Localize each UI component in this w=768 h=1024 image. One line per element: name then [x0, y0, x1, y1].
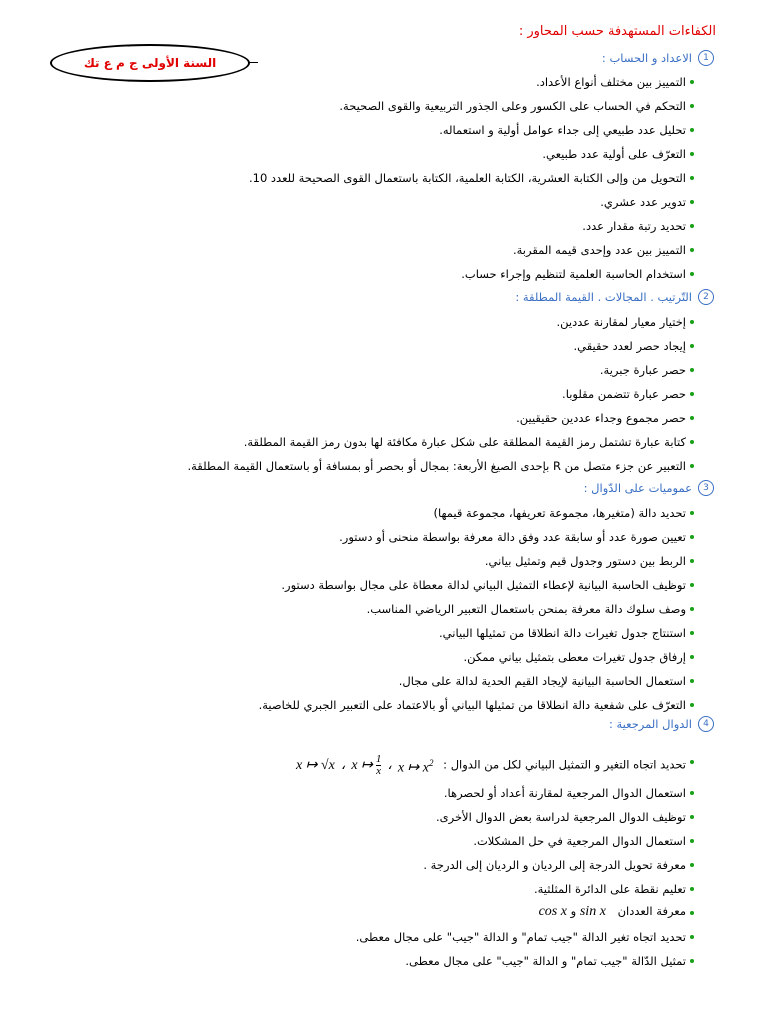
bullet-icon	[690, 464, 694, 468]
section-number-badge: 3	[698, 480, 714, 496]
reference-functions-formula	[296, 754, 434, 777]
bullet-icon	[690, 440, 694, 444]
level-badge-label: السنة الأولى ج م ع تك	[83, 56, 217, 70]
level-badge	[50, 44, 250, 82]
list-item: استخدام الحاسبة العلمية لتنظيم وإجراء حساب.	[461, 267, 686, 281]
list-item: تعيين صورة عدد أو سابقة عدد وفق دالة معرفة بواسطة منحنى أو دستور.	[339, 530, 686, 544]
function-square	[398, 756, 434, 776]
trig-formula	[580, 904, 606, 919]
list-item: توظيف الدوال المرجعية لدراسة بعض الدوال الأخرى.	[435, 810, 686, 824]
list-item: تحديد دالة (متغيرها، مجموعة تعريفها، مجموعة قيمها)	[433, 506, 686, 520]
section-title: الدوال المرجعية :	[608, 717, 692, 731]
list-item: استعمال الدوال المرجعية في حل المشكلات.	[473, 834, 686, 848]
section-number-badge: 4	[698, 716, 714, 732]
list-item: استعمال الحاسبة البيانية لإيجاد القيم الحدية لدالة على مجال.	[398, 674, 686, 688]
function-separator: ،	[340, 757, 346, 773]
section-title: عموميات على الدّوال :	[583, 481, 692, 495]
bullet-icon	[690, 176, 694, 180]
section-number-badge: 2	[698, 289, 714, 305]
bullet-icon	[690, 863, 694, 867]
trig-formula	[539, 904, 567, 919]
conjunction: و	[570, 904, 577, 918]
list-item: التمييز بين مختلف أنواع الأعداد.	[536, 75, 686, 89]
bullet-icon	[690, 679, 694, 683]
list-item: استنتاج جدول تغيرات دالة انطلاقا من تمثيلها البياني.	[439, 626, 686, 640]
bullet-icon	[690, 815, 694, 819]
bullet-icon	[690, 104, 694, 108]
function-sqrt: x ↦ √x	[295, 757, 335, 773]
bullet-icon	[690, 631, 694, 635]
list-item-text: تحديد اتجاه التغير و التمثيل البياني لكل من الدوال :	[443, 757, 686, 772]
bullet-icon	[690, 911, 694, 915]
list-item: تحليل عدد طبيعي إلى جداء عوامل أولية و استعماله.	[439, 123, 686, 137]
list-item: تحديد اتجاه تغير الدالة "جيب تمام" و الدالة "جيب" على مجال معطى.	[355, 930, 686, 944]
bullet-icon	[690, 607, 694, 611]
list-item: حصر عبارة تتضمن مقلوبا.	[562, 387, 686, 401]
bullet-icon	[690, 760, 694, 764]
bullet-icon	[690, 559, 694, 563]
list-item: تدوير عدد عشري.	[600, 195, 686, 209]
section-title: التّرتيب . المجالات . القيمة المطلقة :	[515, 290, 692, 304]
bullet-icon	[690, 392, 694, 396]
list-item: التعبير عن جزء متصل من R بإحدى الصيغ الأربعة: بمجال أو بحصر أو بمسافة أو باستعمال القيمة المطلقة.	[187, 459, 686, 473]
bullet-icon	[690, 535, 694, 539]
badge-connector	[248, 62, 258, 63]
list-item: كتابة عبارة تشتمل رمز القيمة المطلقة على شكل عبارة مكافئة لها بدون رمز القيمة المطلقة.	[243, 435, 686, 449]
list-item: التعرّف على أولية عدد طبيعي.	[542, 147, 686, 161]
cos-term: cos x	[538, 904, 567, 919]
bullet-icon	[690, 935, 694, 939]
list-item: التحويل من وإلى الكتابة العشرية، الكتابة العلمية، الكتابة باستعمال القوى الصحيحة للعدد 10.	[248, 171, 686, 185]
bullet-icon	[690, 703, 694, 707]
bullet-icon	[690, 791, 694, 795]
list-item: حصر مجموع وجداء عددين حقيقيين.	[516, 411, 686, 425]
bullet-icon	[690, 224, 694, 228]
list-item: إختيار معيار لمقارنة عددين.	[556, 315, 686, 329]
list-item: معرفة تحويل الدرجة إلى الرديان و الرديان إلى الدرجة .	[423, 858, 686, 872]
bullet-icon	[690, 655, 694, 659]
fraction	[376, 754, 382, 777]
list-item: تحديد رتبة مقدار عدد.	[582, 219, 686, 233]
list-item: حصر عبارة جبرية.	[599, 363, 686, 377]
sin-term: sin x	[579, 904, 606, 919]
bullet-icon	[690, 368, 694, 372]
section-1-heading	[602, 50, 714, 66]
bullet-icon	[690, 959, 694, 963]
function-inverse	[351, 754, 381, 777]
section-2-heading	[515, 289, 714, 305]
function-inverse-prefix: x ↦	[351, 757, 373, 773]
bullet-icon	[690, 839, 694, 843]
section-number-badge: 1	[698, 50, 714, 66]
list-item	[296, 754, 686, 777]
section-4-heading	[609, 716, 714, 732]
bullet-icon	[690, 511, 694, 515]
page-title: الكفاءات المستهدفة حسب المحاور :	[518, 24, 716, 39]
list-item: إرفاق جدول تغيرات معطى بتمثيل بياني ممكن.	[463, 650, 686, 664]
bullet-icon	[690, 887, 694, 891]
list-item: التحكم في الحساب على الكسور وعلى الجذور التربيعية والقوى الصحيحة.	[339, 99, 686, 113]
list-item: الربط بين دستور وجدول قيم وتمثيل بياني.	[484, 554, 686, 568]
list-item	[539, 904, 686, 919]
bullet-icon	[690, 416, 694, 420]
function-square-exponent: 2	[429, 757, 434, 768]
section-3-heading	[584, 480, 714, 496]
bullet-icon	[690, 80, 694, 84]
bullet-icon	[690, 583, 694, 587]
bullet-icon	[690, 152, 694, 156]
fraction-denominator: x	[376, 765, 381, 777]
list-item: تمثيل الدّالة "جيب تمام" و الدالة "جيب" على مجال معطى.	[405, 954, 686, 968]
function-separator: ،	[387, 757, 392, 773]
list-item: استعمال الدوال المرجعية لمقارنة أعداد أو لحصرها.	[443, 786, 686, 800]
bullet-icon	[690, 200, 694, 204]
bullet-icon	[690, 248, 694, 252]
bullet-icon	[690, 272, 694, 276]
section-title: الاعداد و الحساب :	[601, 51, 692, 65]
list-item-text: معرفة العددان	[617, 904, 686, 918]
bullet-icon	[690, 344, 694, 348]
bullet-icon	[690, 128, 694, 132]
fraction-numerator: 1	[375, 753, 382, 765]
list-item: تعليم نقطة على الدائرة المثلثية.	[533, 882, 686, 896]
list-item: إيجاد حصر لعدد حقيقي.	[573, 339, 686, 353]
list-item: التعرّف على شفعية دالة انطلاقا من تمثيلها البياني أو بالاعتماد على التعبير الجبري للخاصية.	[258, 698, 686, 712]
function-square-base: x ↦ x	[397, 760, 430, 776]
list-item: التمييز بين عدد وإحدى قيمه المقربة.	[512, 243, 686, 257]
list-item: وصف سلوك دالة معرفة بمنحن باستعمال التعبير الرياضي المناسب.	[366, 602, 686, 616]
bullet-icon	[690, 320, 694, 324]
list-item: توظيف الحاسبة البيانية لإعطاء التمثيل البياني لدالة معطاة على مجال بواسطة دستور.	[281, 578, 686, 592]
